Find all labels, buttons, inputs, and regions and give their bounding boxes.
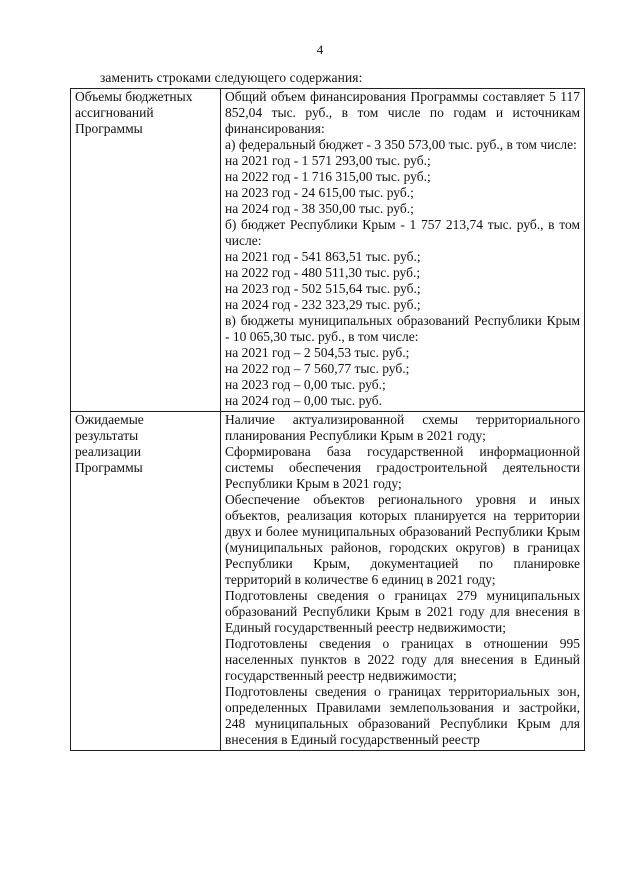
paragraph: Общий объем финансирования Программы составляет 5 117 852,04 тыс. руб., в том числе по годам и источникам финансирования: bbox=[225, 89, 580, 136]
page-number: 4 bbox=[316, 42, 324, 57]
paragraph: на 2022 год - 1 716 315,00 тыс. руб.; bbox=[225, 169, 431, 184]
paragraph: на 2023 год - 24 615,00 тыс. руб.; bbox=[225, 185, 414, 200]
content-cell-results bbox=[221, 412, 585, 751]
paragraph: на 2022 год – 7 560,77 тыс. руб.; bbox=[225, 361, 410, 376]
paragraph: Сформирована база государственной информационной системы обеспечения градостроительной деятельности Республики Крым в 2021 году; bbox=[225, 444, 580, 491]
paragraph: на 2023 год – 0,00 тыс. руб.; bbox=[225, 377, 386, 392]
paragraph: на 2021 год - 1 571 293,00 тыс. руб.; bbox=[225, 153, 431, 168]
intro-text: заменить строками следующего содержания: bbox=[100, 70, 363, 85]
label-cell-funding bbox=[71, 89, 221, 412]
label-line: результаты bbox=[75, 428, 139, 443]
label-line: Программы bbox=[75, 121, 143, 136]
paragraph: на 2021 год – 2 504,53 тыс. руб.; bbox=[225, 345, 410, 360]
paragraph: Подготовлены сведения о границах 279 муниципальных образований Республики Крым в 2021 году для внесения в Единый государственный реестр недвижимости; bbox=[225, 588, 580, 635]
paragraph: Подготовлены сведения о границах в отношении 995 населенных пунктов в 2022 году для внесения в Единый государственный реестр недвижимости; bbox=[225, 636, 580, 683]
content-cell-funding bbox=[221, 89, 585, 412]
paragraph: б) бюджет Республики Крым - 1 757 213,74 тыс. руб., в том числе: bbox=[225, 217, 580, 248]
paragraph: а) федеральный бюджет - 3 350 573,00 тыс. руб., в том числе: bbox=[225, 137, 577, 152]
paragraph: Наличие актуализированной схемы территориального планирования Республики Крым в 2021 году; bbox=[225, 412, 580, 443]
paragraph: на 2024 год – 0,00 тыс. руб. bbox=[225, 393, 382, 408]
paragraph: Обеспечение объектов регионального уровня и иных объектов, реализация которых планируется на территории двух и более муниципальных образований Республики Крым (муниципальных районов, городских округов) в границах Республики Крым, документацией по планировке территорий в количестве 6 единиц в 2021 году; bbox=[225, 492, 580, 587]
label-line: реализации bbox=[75, 444, 141, 459]
paragraph: на 2021 год - 541 863,51 тыс. руб.; bbox=[225, 249, 421, 264]
paragraph: Подготовлены сведения о границах территориальных зон, определенных Правилами землепользования и застройки, 248 муниципальных образований Республики Крым для внесения в Единый государственный реестр bbox=[225, 684, 580, 747]
table-row bbox=[71, 89, 585, 412]
label-cell-results bbox=[71, 412, 221, 751]
paragraph: на 2022 год - 480 511,30 тыс. руб.; bbox=[225, 265, 421, 280]
paragraph: на 2024 год - 38 350,00 тыс. руб.; bbox=[225, 201, 414, 216]
label-line: ассигнований bbox=[75, 105, 154, 120]
label-line: Программы bbox=[75, 460, 143, 475]
program-table bbox=[70, 88, 585, 751]
label-line: Объемы бюджетных bbox=[75, 89, 193, 104]
paragraph: на 2023 год - 502 515,64 тыс. руб.; bbox=[225, 281, 421, 296]
paragraph: в) бюджеты муниципальных образований Республики Крым - 10 065,30 тыс. руб., в том числе: bbox=[225, 313, 580, 344]
label-line: Ожидаемые bbox=[75, 412, 144, 427]
table-row bbox=[71, 412, 585, 751]
paragraph: на 2024 год - 232 323,29 тыс. руб.; bbox=[225, 297, 421, 312]
